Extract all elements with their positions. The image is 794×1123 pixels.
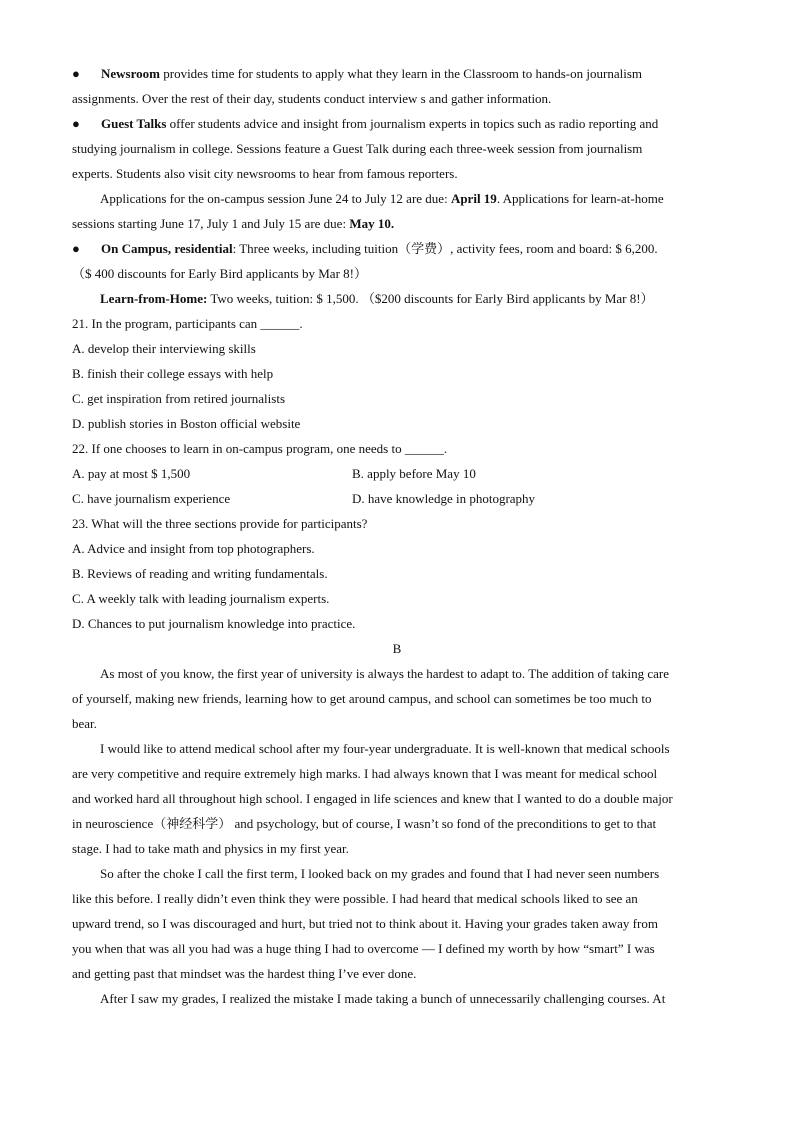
question-23-option-c: C. A weekly talk with leading journalism experts.	[72, 591, 330, 606]
paragraph-2-line: stage. I had to take math and physics in my first year.	[72, 841, 349, 856]
on-campus-text-1: : Three weeks, including tuition（学费）, activity fees, room and board: $ 6,200.	[232, 241, 658, 256]
paragraph-2-line: and worked hard all throughout high school. I engaged in life sciences and knew that I wanted to do a double major	[72, 791, 673, 806]
question-23-option-a: A. Advice and insight from top photographers.	[72, 541, 315, 556]
question-21-option-c: C. get inspiration from retired journalists	[72, 391, 286, 406]
applications-text-c: sessions starting June 17, July 1 and July 15 are due:	[72, 216, 350, 231]
guest-talks-line-1	[72, 111, 722, 136]
question-22-option-b: B. apply before May 10	[352, 466, 476, 481]
bullet-icon: ●	[72, 116, 80, 131]
question-21-stem: 21. In the program, participants can ______.	[72, 316, 303, 331]
paragraph-1-line: of yourself, making new friends, learning how to get around campus, and school can sometimes be too much to	[72, 691, 652, 706]
question-23-option-b: B. Reviews of reading and writing fundamentals.	[72, 566, 328, 581]
on-campus-line-2: （$ 400 discounts for Early Bird applicants by Mar 8!）	[72, 266, 367, 281]
learn-from-home-text: Two weeks, tuition: $ 1,500. （$200 discounts for Early Bird applicants by Mar 8!）	[207, 291, 654, 306]
guest-talks-line-3: experts. Students also visit city newsrooms to hear from famous reporters.	[72, 166, 458, 181]
applications-deadline-home: May 10.	[349, 216, 395, 231]
question-22-option-c: C. have journalism experience	[72, 491, 231, 506]
section-b-heading: B	[392, 641, 402, 656]
question-21-option-a: A. develop their interviewing skills	[72, 341, 256, 356]
question-22-option-d: D. have knowledge in photography	[352, 491, 536, 506]
guest-talks-line-2: studying journalism in college. Sessions feature a Guest Talk during each three-week session from journalism	[72, 141, 643, 156]
applications-text-a: Applications for the on-campus session June 24 to July 12 are due:	[100, 191, 451, 206]
question-21-option-b: B. finish their college essays with help	[72, 366, 274, 381]
paragraph-3-line: So after the choke I call the first term, I looked back on my grades and found that I had never seen numbers	[100, 866, 660, 881]
question-22-stem: 22. If one chooses to learn in on-campus program, one needs to ______.	[72, 441, 448, 456]
bullet-icon: ●	[72, 66, 80, 81]
document-page	[72, 61, 722, 1011]
paragraph-3-line: upward trend, so I was discouraged and hurt, but tried not to think about it. Having your grades taken away from	[72, 916, 658, 931]
paragraph-2-line: I would like to attend medical school after my four-year undergraduate. It is well-known that medical schools	[100, 741, 670, 756]
paragraph-1-line: As most of you know, the first year of university is always the hardest to adapt to. The addition of taking care	[100, 666, 669, 681]
paragraph-2-line: in neuroscience（神经科学） and psychology, but of course, I wasn’t so fond of the preconditions to get to that	[72, 816, 657, 831]
newsroom-title: Newsroom	[101, 66, 160, 81]
question-23-option-d: D. Chances to put journalism knowledge into practice.	[72, 616, 356, 631]
question-22-options-row-2	[72, 486, 722, 511]
applications-text-b: . Applications for learn-at-home	[496, 191, 664, 206]
newsroom-line-2: assignments. Over the rest of their day, students conduct interview s and gather information.	[72, 91, 552, 106]
question-22-options-row-1	[72, 461, 722, 486]
learn-from-home-title: Learn-from-Home:	[100, 291, 208, 306]
applications-deadline-campus: April 19	[450, 191, 497, 206]
guest-talks-title: Guest Talks	[101, 116, 167, 131]
paragraph-4-line: After I saw my grades, I realized the mistake I made taking a bunch of unnecessarily challenging courses. At	[100, 991, 666, 1006]
newsroom-text-1: provides time for students to apply what they learn in the Classroom to hands-on journalism	[159, 66, 642, 81]
on-campus-title: On Campus, residential	[101, 241, 233, 256]
guest-talks-text-1: offer students advice and insight from journalism experts in topics such as radio reporting and	[166, 116, 659, 131]
paragraph-2-line: are very competitive and require extremely high marks. I had always known that I was meant for medical school	[72, 766, 658, 781]
learn-from-home-line	[72, 286, 722, 311]
paragraph-3-line: and getting past that mindset was the hardest thing I’ve ever done.	[72, 966, 417, 981]
on-campus-line-1	[72, 236, 722, 261]
question-21-option-d: D. publish stories in Boston official website	[72, 416, 301, 431]
question-23-stem: 23. What will the three sections provide for participants?	[72, 516, 368, 531]
applications-line-2	[72, 211, 722, 236]
applications-line-1	[72, 186, 722, 211]
question-22-option-a: A. pay at most $ 1,500	[72, 466, 191, 481]
newsroom-line-1	[72, 61, 722, 86]
paragraph-1-line: bear.	[72, 716, 97, 731]
bullet-icon: ●	[72, 241, 80, 256]
paragraph-3-line: you when that was all you had was a huge thing I had to overcome — I defined my worth by how “smart” I was	[72, 941, 655, 956]
paragraph-3-line: like this before. I really didn’t even think they were possible. I had heard that medical schools liked to see an	[72, 891, 638, 906]
